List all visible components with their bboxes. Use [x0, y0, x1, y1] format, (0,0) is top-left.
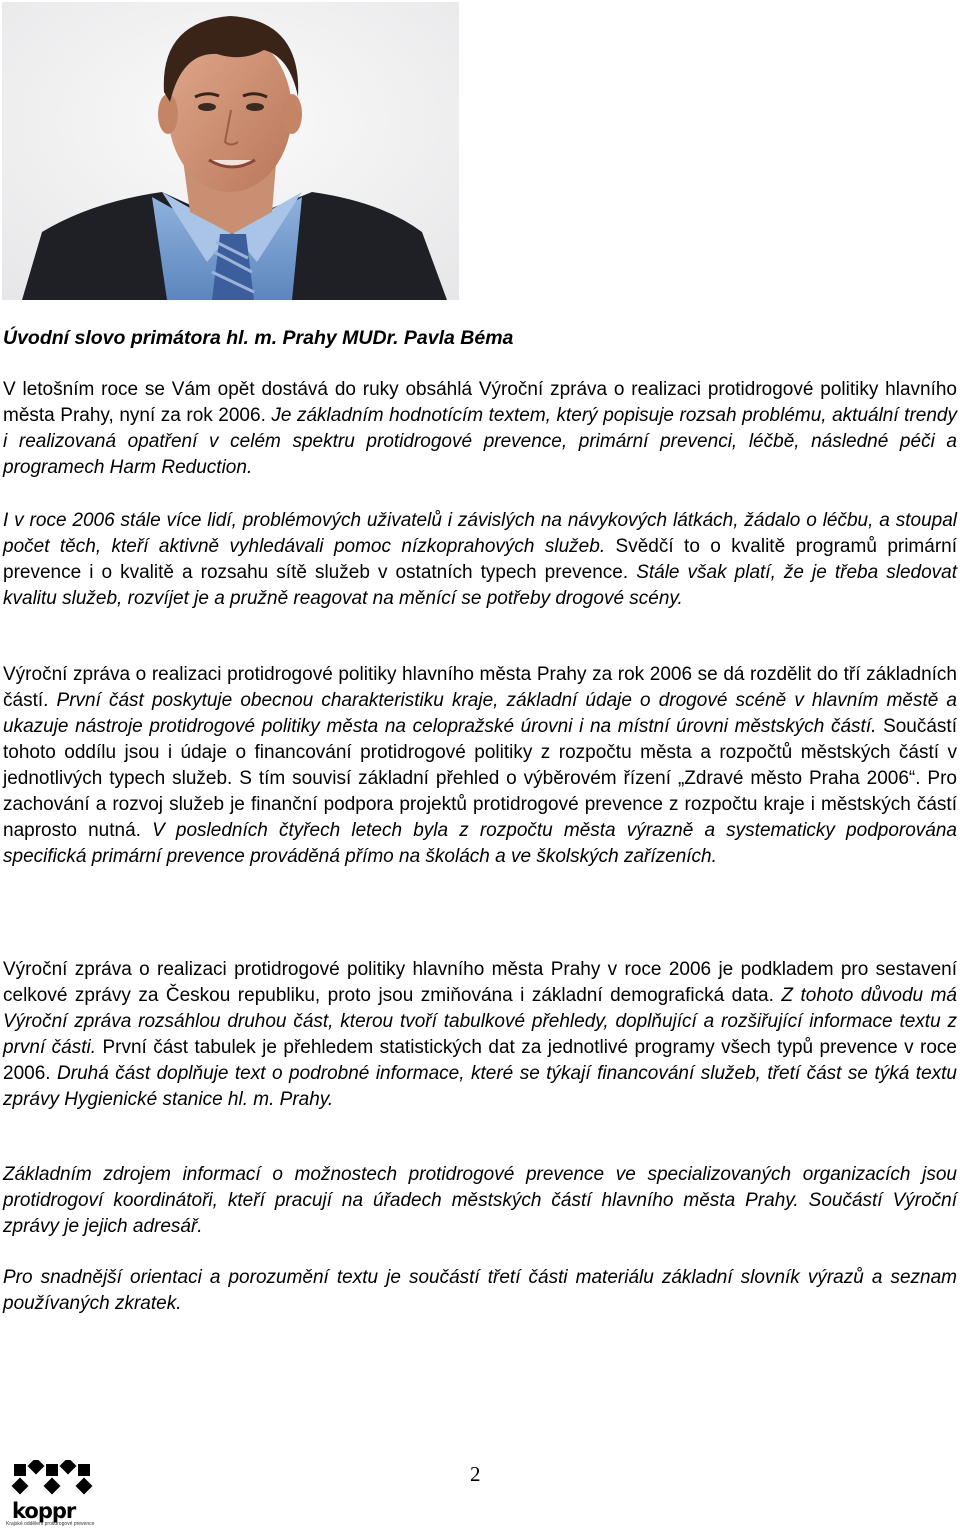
intro-paragraph-4	[3, 957, 957, 1113]
p4-part-d: Druhá část doplňuje text o podrobné informace, které se týkají financování služeb, třetí část se týká textu zprávy Hygienické stanice hl. m. Prahy.	[3, 1063, 957, 1110]
p3-part-a: Výroční zpráva o realizaci protidrogové politiky hlavního města Prahy za rok 2006 se dá rozdělit do tří základních částí.	[3, 664, 957, 711]
p2-part-b: Svědčí to o kvalitě programů primární prevence i o kvalitě a rozsahu sítě služeb v ostatních typech prevence.	[3, 536, 958, 583]
intro-paragraph-6: Pro snadnější orientaci a porozumění textu je součástí třetí části materiálu základní slovník výrazů a seznam používaných zkratek.	[3, 1267, 957, 1314]
portrait-photo	[2, 2, 459, 300]
p2-part-a: I v roce 2006 stále více lidí, problémových uživatelů i závislých na návykových látkách, žádalo o léčbu, a stoupal počet těch, kteří aktivně vyhledávali pomoc nízkoprahových služeb.	[3, 510, 957, 557]
logo-subtitle: Krajské oddělení protidrogové prevence	[6, 1521, 95, 1527]
intro-paragraph-5: Základním zdrojem informací o možnostech protidrogové prevence ve specializovaných organizacích jsou protidrogoví koordinátoři, kteří pracují na úřadech městských částí hlavního města Prahy. Součástí Výroční zprávy je jejich adresář.	[3, 1164, 957, 1237]
p4-part-c: První část tabulek je přehledem statistických dat za jednotlivé programy všech typů prevence v roce 2006.	[3, 1037, 957, 1084]
p2-part-c: Stále však platí, že je třeba sledovat kvalitu služeb, rozvíjet je a pružně reagovat na měnící se potřeby drogové scény.	[3, 562, 958, 609]
p3-part-c: Součástí tohoto oddílu jsou i údaje o financování protidrogové politiky z rozpočtu města a rozpočtů městských částí v jednotlivých typech služeb. S tím souvisí základní přehled o výběrovém řízení „Zdravé město Praha 2006“. Pro zachování a rozvoj služeb je finanční podpora projektů protidrogové prevence z rozpočtu kraje i městských částí naprosto nutná.	[3, 716, 957, 841]
p1-part-a: V letošním roce se Vám opět dostává do ruky obsáhlá Výroční zpráva o realizaci protidrogové politiky hlavního města Prahy, nyní za rok 2006.	[3, 379, 957, 426]
p3-part-b: První část poskytuje obecnou charakteristiku kraje, základní údaje o drogové scéně v hlavním městě a ukazuje nástroje protidrogové politiky města na celopražské úrovni i na místní úrovni městských částí.	[3, 690, 958, 737]
intro-paragraph-3	[3, 662, 957, 870]
p4-part-b: Z tohoto důvodu má Výroční zpráva rozsáhlou druhou část, kterou tvoří tabulkové přehledy, doplňující a rozšiřující informace textu z první části.	[3, 985, 957, 1058]
p3-part-d: V posledních čtyřech letech byla z rozpočtu města výrazně a systematicky podporována specifická primární prevence prováděná přímo na školách a ve školských zařízeních.	[3, 820, 957, 867]
intro-paragraph-2	[3, 508, 957, 612]
intro-paragraph-1	[3, 377, 957, 481]
logo-text: koppr	[12, 1499, 76, 1523]
page-heading: Úvodní slovo primátora hl. m. Prahy MUDr. Pavla Béma	[3, 327, 514, 349]
p4-part-a: Výroční zpráva o realizaci protidrogové politiky hlavního města Prahy v roce 2006 je podkladem pro sestavení celkové zprávy za Českou republiku, proto jsou zmiňována i základní demografická data.	[3, 959, 957, 1006]
page-number: 2	[470, 1462, 481, 1486]
p1-part-b: Je základním hodnotícím textem, který popisuje rozsah problému, aktuální trendy i realizovaná opatření v celém spektru protidrogové prevence, primární prevenci, léčbě, následné péči a programech Harm Reduction.	[3, 405, 957, 478]
